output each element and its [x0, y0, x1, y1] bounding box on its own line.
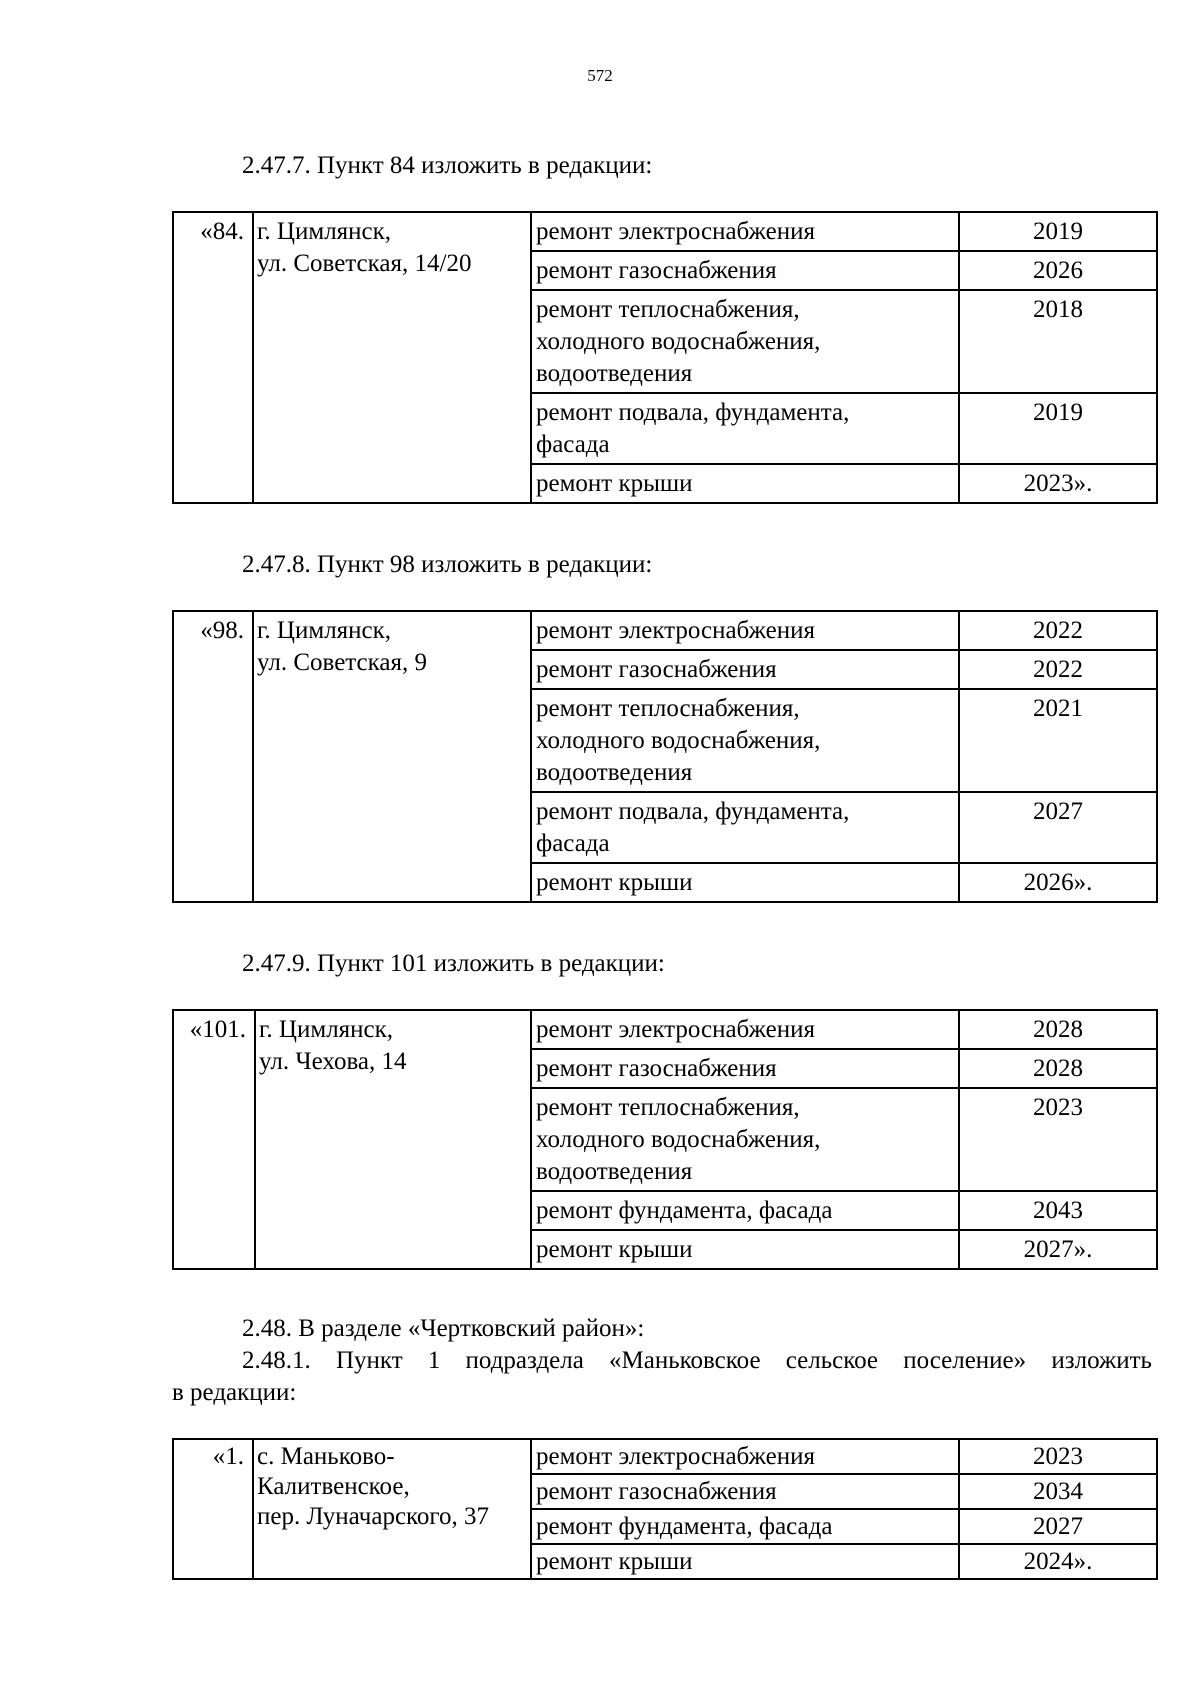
page-number: 572: [587, 66, 613, 85]
work-type: [531, 792, 959, 863]
work-type-line: ремонт теплоснабжения,: [536, 695, 800, 722]
work-year: 2027: [959, 792, 1157, 863]
work-year: 2043: [959, 1191, 1157, 1230]
table-row: [173, 212, 1157, 251]
section-heading-2-48: 2.48. В разделе «Чертковский район»:: [242, 1315, 645, 1342]
work-type: [531, 1088, 959, 1191]
work-type: [531, 290, 959, 393]
work-type: [531, 1509, 959, 1544]
subheading-word: Пункт: [335, 1347, 403, 1374]
item-address: [253, 1439, 531, 1579]
work-type-line: ремонт теплоснабжения,: [536, 1094, 800, 1121]
address-line: ул. Советская, 9: [257, 649, 427, 676]
work-type-line: ремонт подвала, фундамента,: [536, 399, 850, 426]
work-year: 2028: [959, 1010, 1157, 1049]
work-year: 2023: [959, 1088, 1157, 1191]
item-address: [253, 212, 531, 503]
section-heading-2-47-7: 2.47.7. Пункт 84 изложить в редакции:: [242, 152, 653, 179]
work-year: 2019: [959, 212, 1157, 251]
address-line: Калитвенское,: [257, 1473, 410, 1500]
work-type-line: холодного водоснабжения,: [536, 1126, 821, 1153]
work-type-line: ремонт газоснабжения: [536, 257, 777, 284]
work-year: 2024».: [959, 1544, 1157, 1579]
repair-table-item-1: [172, 1438, 1158, 1580]
subheading-word: сельское: [785, 1347, 879, 1374]
work-year: 2021: [959, 689, 1157, 792]
work-type-line: водоотведения: [536, 759, 693, 786]
work-type-line: ремонт крыши: [536, 869, 693, 896]
table-row: [173, 1439, 1157, 1474]
subheading-word: подраздела: [465, 1347, 584, 1374]
item-number: «84.: [173, 212, 253, 503]
work-type: [531, 863, 959, 902]
work-type-line: ремонт крыши: [536, 1548, 693, 1575]
subheading-justified-line: [172, 1345, 1152, 1377]
work-type: [531, 1010, 959, 1049]
work-year: 2018: [959, 290, 1157, 393]
work-type: [531, 1544, 959, 1579]
subheading-word: «Маньковское: [609, 1347, 761, 1374]
subheading-continuation: в редакции:: [172, 1379, 297, 1406]
repair-table-item-84: [172, 211, 1158, 504]
subheading-word: 2.48.1.: [242, 1347, 311, 1374]
item-address: [253, 611, 531, 902]
work-type-line: ремонт подвала, фундамента,: [536, 798, 850, 825]
work-year: 2022: [959, 650, 1157, 689]
work-type-line: водоотведения: [536, 1158, 693, 1185]
address-line: г. Цимлянск,: [259, 1016, 394, 1043]
item-number: «98.: [173, 611, 253, 902]
work-type: [531, 1439, 959, 1474]
work-type-line: ремонт крыши: [536, 470, 693, 497]
table-row: [173, 1010, 1157, 1049]
address-line: г. Цимлянск,: [257, 218, 392, 245]
work-year: 2027: [959, 1509, 1157, 1544]
work-type: [531, 251, 959, 290]
work-type-line: холодного водоснабжения,: [536, 328, 821, 355]
work-type: [531, 1049, 959, 1088]
address-line: с. Маньково-: [257, 1443, 395, 1470]
subheading-word: поселение»: [903, 1347, 1027, 1374]
work-type-line: ремонт теплоснабжения,: [536, 296, 800, 323]
work-type: [531, 689, 959, 792]
work-type-line: ремонт крыши: [536, 1236, 693, 1263]
work-type-line: ремонт газоснабжения: [536, 1478, 777, 1505]
work-type-line: водоотведения: [536, 360, 693, 387]
address-line: пер. Луначарского, 37: [257, 1503, 490, 1530]
item-number: «1.: [173, 1439, 253, 1579]
work-type: [531, 1191, 959, 1230]
repair-table-item-98: [172, 610, 1158, 903]
address-line: ул. Советская, 14/20: [257, 250, 472, 277]
work-type-line: фасада: [536, 431, 610, 458]
work-year: 2022: [959, 611, 1157, 650]
work-type: [531, 212, 959, 251]
address-line: г. Цимлянск,: [257, 617, 392, 644]
repair-table-item-101: [172, 1009, 1158, 1270]
subsection-heading-2-48-1: [172, 1345, 1152, 1409]
work-year: 2026: [959, 251, 1157, 290]
section-heading-2-47-9: 2.47.9. Пункт 101 изложить в редакции:: [242, 950, 665, 977]
work-year: 2027».: [959, 1230, 1157, 1269]
address-line: ул. Чехова, 14: [259, 1048, 407, 1075]
work-year: 2026».: [959, 863, 1157, 902]
work-year: 2023».: [959, 464, 1157, 503]
work-year: 2034: [959, 1474, 1157, 1509]
subheading-word: изложить: [1051, 1347, 1152, 1374]
work-type-line: ремонт газоснабжения: [536, 1055, 777, 1082]
work-type-line: ремонт фундамента, фасада: [536, 1513, 833, 1540]
work-type: [531, 464, 959, 503]
work-type-line: ремонт электроснабжения: [536, 1016, 815, 1043]
work-year: 2028: [959, 1049, 1157, 1088]
table-row: [173, 611, 1157, 650]
work-year: 2019: [959, 393, 1157, 464]
work-type: [531, 1474, 959, 1509]
work-type: [531, 393, 959, 464]
item-address: [255, 1010, 531, 1269]
work-type-line: ремонт электроснабжения: [536, 617, 815, 644]
work-type: [531, 1230, 959, 1269]
work-type-line: ремонт фундамента, фасада: [536, 1197, 833, 1224]
work-type: [531, 650, 959, 689]
work-type-line: холодного водоснабжения,: [536, 727, 821, 754]
work-type-line: ремонт электроснабжения: [536, 1443, 815, 1470]
work-type: [531, 611, 959, 650]
item-number: «101.: [173, 1010, 255, 1269]
subheading-word: 1: [427, 1347, 441, 1374]
work-year: 2023: [959, 1439, 1157, 1474]
work-type-line: ремонт газоснабжения: [536, 656, 777, 683]
work-type-line: фасада: [536, 830, 610, 857]
work-type-line: ремонт электроснабжения: [536, 218, 815, 245]
section-heading-2-47-8: 2.47.8. Пункт 98 изложить в редакции:: [242, 551, 653, 578]
